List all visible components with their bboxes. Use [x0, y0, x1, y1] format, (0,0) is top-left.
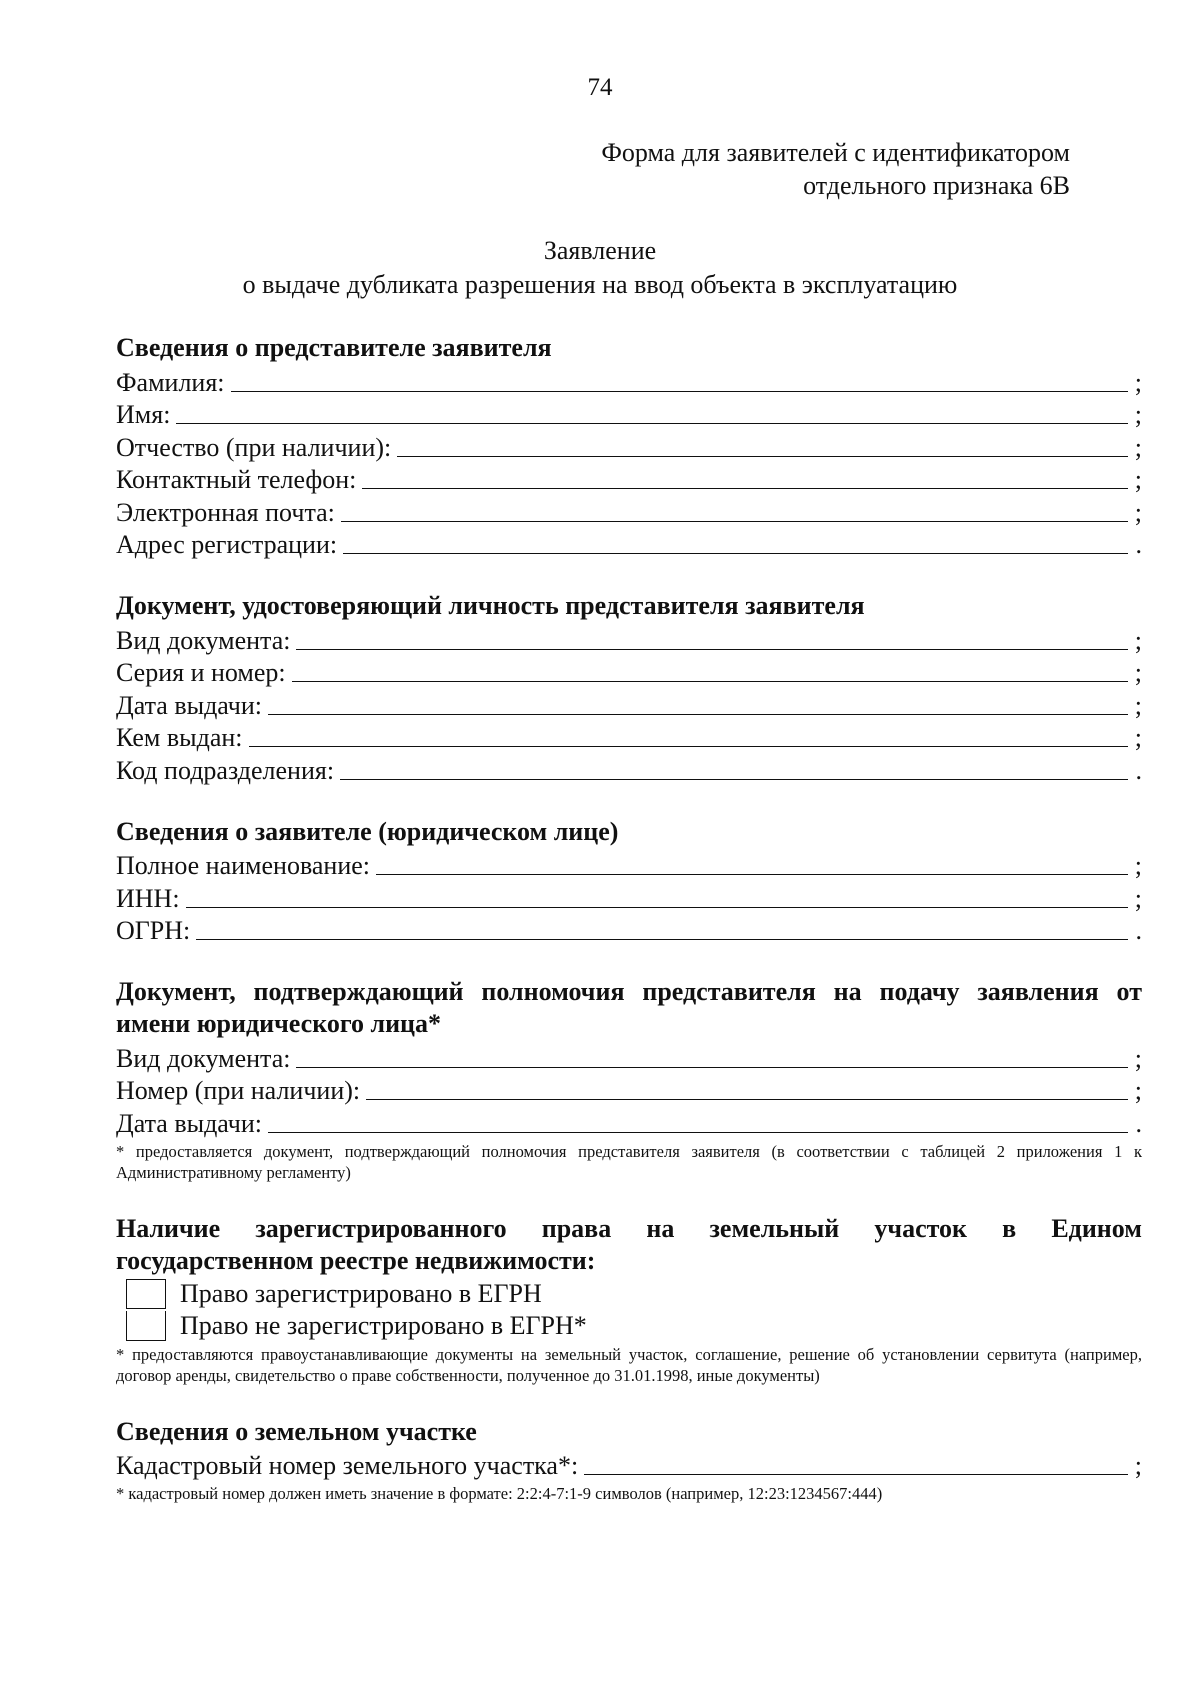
field-last-name: [116, 365, 1142, 398]
title-line-1: Заявление: [543, 236, 657, 265]
form-identifier: [601, 136, 1070, 202]
field-terminator: .: [1135, 1108, 1142, 1138]
field-terminator: ;: [1134, 723, 1142, 752]
address-input-line[interactable]: [343, 531, 1128, 554]
division-code-input-line[interactable]: [340, 757, 1128, 780]
field-terminator: ;: [1134, 400, 1142, 429]
footnote: * предоставляются правоустанавливающие документы на земельный участок, соглашение, решение об установлении сервитута (например, договор аренды, свидетельство о праве собственности, полученное до 31.01.1998, иные документы): [116, 1344, 1142, 1385]
field-full-name: [116, 849, 1142, 882]
issue-date-input-line[interactable]: [268, 692, 1128, 715]
title-line-2: о выдаче дубликата разрешения на ввод объекта в эксплуатацию: [242, 270, 958, 299]
full-name-input-line[interactable]: [376, 852, 1128, 875]
field-terminator: .: [1135, 755, 1142, 785]
section-heading: Сведения о представителе заявителя: [116, 333, 552, 362]
field-terminator: ;: [1134, 1043, 1142, 1073]
footnote: * кадастровый номер должен иметь значение в формате: 2:2:4-7:1-9 символов (например, 12:23:1234567:444): [116, 1484, 883, 1503]
field-division-code: [116, 753, 1142, 786]
field-label: Кадастровый номер земельного участка*:: [116, 1451, 579, 1480]
field-series-number: [116, 656, 1142, 689]
last-name-input-line[interactable]: [231, 369, 1128, 392]
field-terminator: ;: [1134, 690, 1142, 720]
document-type-input-line[interactable]: [296, 627, 1128, 650]
cadastral-number-input-line[interactable]: [584, 1452, 1128, 1475]
field-document-type: [116, 623, 1142, 656]
issued-by-input-line[interactable]: [249, 724, 1129, 747]
phone-input-line[interactable]: [362, 466, 1128, 489]
field-terminator: ;: [1134, 658, 1142, 687]
field-label: Контактный телефон:: [116, 465, 357, 494]
authority-doc-number-input-line[interactable]: [366, 1077, 1128, 1100]
form-identifier-line-2: отдельного признака 6В: [803, 171, 1070, 200]
inn-input-line[interactable]: [186, 885, 1128, 908]
field-label: Фамилия:: [116, 367, 225, 397]
field-label: Полное наименование:: [116, 851, 371, 880]
section-land-plot: [116, 1416, 1142, 1505]
field-authority-doc-date: [116, 1106, 1142, 1139]
document-title: [0, 234, 1200, 302]
field-label: ОГРН:: [116, 916, 191, 945]
field-label: Имя:: [116, 400, 171, 429]
field-first-name: [116, 398, 1142, 431]
option-label: Право не зарегистрировано в ЕГРН*: [180, 1310, 587, 1340]
option-right-registered[interactable]: [116, 1278, 1142, 1310]
field-label: Электронная почта:: [116, 497, 335, 527]
form-identifier-line-1: Форма для заявителей с идентификатором: [601, 138, 1070, 167]
section-heading: Наличие зарегистрированного права на земельный участок в Едином государственном реестре недвижимости:: [116, 1213, 1142, 1275]
field-label: Отчество (при наличии):: [116, 432, 392, 462]
section-heading: Документ, подтверждающий полномочия представителя на подачу заявления от имени юридического лица*: [116, 977, 1142, 1038]
field-inn: [116, 881, 1142, 914]
field-ogrn: [116, 914, 1142, 947]
patronymic-input-line[interactable]: [397, 434, 1128, 457]
series-number-input-line[interactable]: [292, 659, 1128, 682]
field-terminator: ;: [1134, 851, 1142, 880]
field-terminator: ;: [1134, 625, 1142, 655]
field-label: Номер (при наличии):: [116, 1076, 361, 1105]
field-label: Кем выдан:: [116, 723, 243, 752]
section-land-right: [116, 1213, 1142, 1386]
field-terminator: ;: [1134, 883, 1142, 913]
field-label: Серия и номер:: [116, 658, 286, 687]
email-input-line[interactable]: [341, 499, 1128, 522]
section-heading: Документ, удостоверяющий личность представителя заявителя: [116, 591, 865, 620]
field-registration-address: [116, 528, 1142, 561]
field-terminator: ;: [1134, 1451, 1142, 1480]
field-terminator: ;: [1134, 432, 1142, 462]
field-terminator: .: [1135, 530, 1142, 559]
section-representative: [116, 332, 1142, 560]
field-patronymic: [116, 430, 1142, 463]
field-authority-doc-number: [116, 1074, 1142, 1107]
field-terminator: ;: [1134, 465, 1142, 494]
field-label: Дата выдачи:: [116, 1108, 263, 1138]
field-label: ИНН:: [116, 883, 180, 913]
field-label: Вид документа:: [116, 625, 291, 655]
field-label: Вид документа:: [116, 1043, 291, 1073]
first-name-input-line[interactable]: [176, 401, 1128, 424]
field-issue-date: [116, 688, 1142, 721]
field-email: [116, 495, 1142, 528]
field-cadastral-number: [116, 1449, 1142, 1482]
field-authority-doc-type: [116, 1041, 1142, 1074]
footnote: * предоставляется документ, подтверждающий полномочия представителя заявителя (в соответствии с таблицей 2 приложения 1 к Административному регламенту): [116, 1141, 1142, 1182]
field-terminator: ;: [1134, 497, 1142, 527]
form-content: [116, 332, 1142, 1534]
option-label: Право зарегистрировано в ЕГРН: [180, 1278, 542, 1308]
field-phone: [116, 463, 1142, 496]
field-terminator: ;: [1134, 1076, 1142, 1105]
authority-doc-date-input-line[interactable]: [268, 1110, 1128, 1133]
section-heading: Сведения о заявителе (юридическом лице): [116, 816, 619, 846]
section-identity-document: [116, 590, 1142, 786]
authority-doc-type-input-line[interactable]: [296, 1045, 1128, 1068]
ogrn-input-line[interactable]: [196, 917, 1128, 940]
field-terminator: .: [1135, 916, 1142, 945]
field-label: Адрес регистрации:: [116, 530, 338, 559]
section-heading: Сведения о земельном участке: [116, 1416, 477, 1446]
option-right-not-registered[interactable]: [116, 1310, 1142, 1342]
field-label: Дата выдачи:: [116, 690, 263, 720]
page-number: 74: [587, 74, 613, 101]
checkbox[interactable]: [126, 1279, 166, 1309]
section-authority-document: [116, 976, 1142, 1183]
checkbox[interactable]: [126, 1311, 166, 1341]
field-label: Код подразделения:: [116, 755, 335, 785]
field-issued-by: [116, 721, 1142, 754]
section-legal-entity: [116, 816, 1142, 947]
field-terminator: ;: [1134, 367, 1142, 397]
